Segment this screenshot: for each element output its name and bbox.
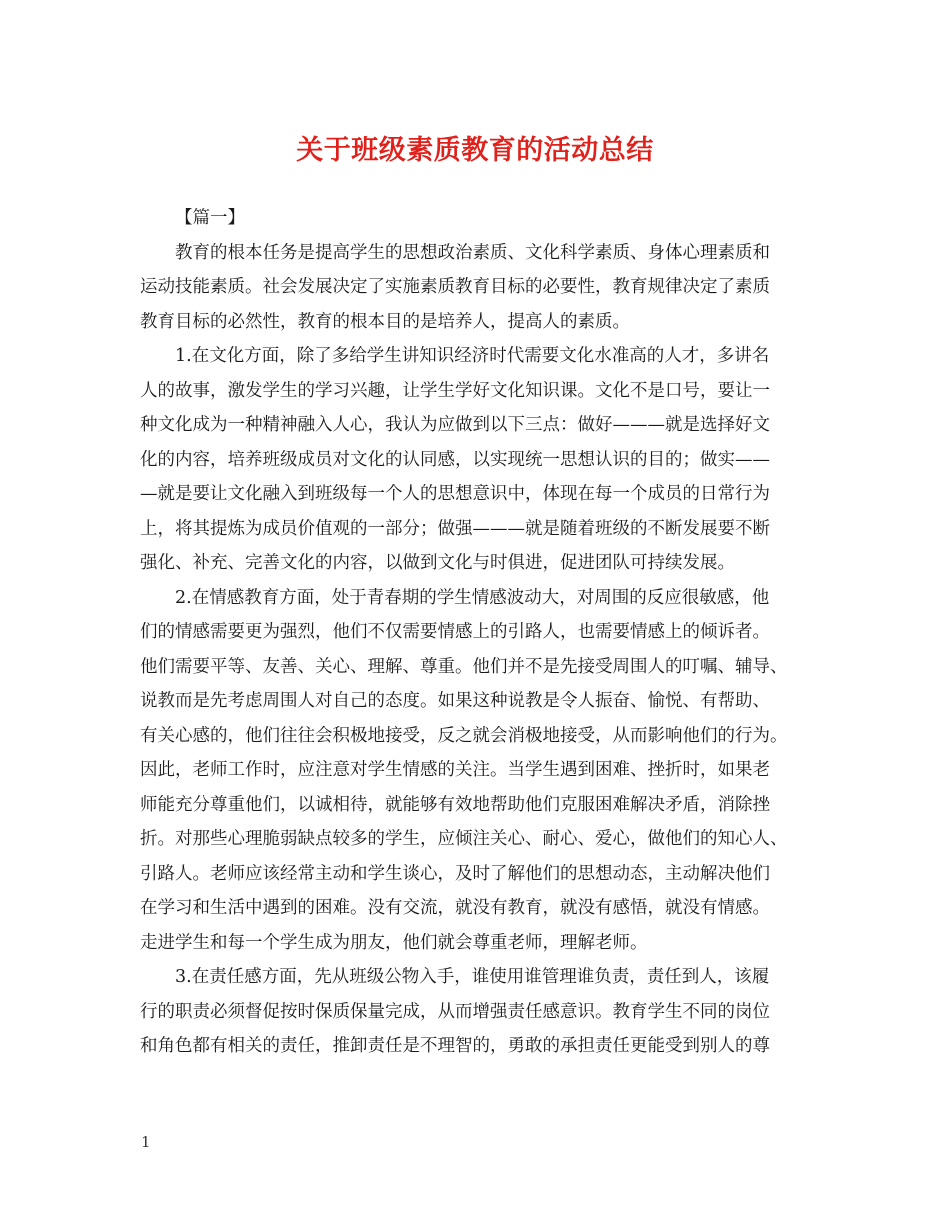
document-body (140, 201, 816, 1064)
paragraph-line: 教育目标的必然性，教育的根本目的是培养人，提高人的素质。 (140, 311, 630, 332)
paragraph-line: 因此，老师工作时，应注意对学生情感的关注。当学生遇到困难、挫折时，如果老 (140, 760, 770, 780)
paragraph-line: 1.在文化方面，除了多给学生讲知识经济时代需要文化水准高的人才，多讲名 (175, 346, 770, 366)
document-title: 关于班级素质教育的活动总结 (296, 135, 654, 166)
paragraph-line: 2.在情感教育方面，处于青春期的学生情感波动大，对周围的反应很敏感，他 (175, 587, 770, 608)
paragraph-line: 人的故事，激发学生的学习兴趣，让学生学好文化知识课。文化不是口号，要让一 (140, 380, 770, 401)
page-number: 1 (141, 1133, 151, 1151)
paragraph-line: 他们需要平等、友善、关心、理解、尊重。他们并不是先接受周围人的叮嘱、辅导、 (140, 656, 788, 677)
paragraph-line: 上，将其提炼为成员价值观的一部分；做强———就是随着班级的不断发展要不断 (140, 518, 770, 539)
paragraph-line: 有关心感的，他们往往会积极地接受，反之就会消极地接受，从而影响他们的行为。 (140, 725, 788, 746)
paragraph-line: 说教而是先考虑周围人对自己的态度。如果这种说教是令人振奋、愉悦、有帮助、 (140, 691, 770, 711)
paragraph-line: 行的职责必须督促按时保质保量完成，从而增强责任感意识。教育学生不同的岗位 (140, 1001, 770, 1022)
paragraph-line: 和角色都有相关的责任，推卸责任是不理智的，勇敢的承担责任更能受到别人的尊 (140, 1036, 770, 1056)
paragraph-line: —就是要让文化融入到班级每一个人的思想意识中，体现在每一个成员的日常行为 (140, 484, 770, 504)
paragraph-line: 化的内容，培养班级成员对文化的认同感，以实现统一思想认识的目的；做实—— (140, 449, 770, 470)
paragraph-line: 教育的根本任务是提高学生的思想政治素质、文化科学素质、身体心理素质和 (175, 242, 770, 263)
paragraph-line: 3.在责任感方面，先从班级公物入手，谁使用谁管理谁负责，责任到人，该履 (175, 967, 770, 987)
paragraph-line: 引路人。老师应该经常主动和学生谈心，及时了解他们的思想动态，主动解决他们 (140, 863, 770, 884)
paragraph-line: 在学习和生活中遇到的困难。没有交流，就没有教育，就没有感悟，就没有情感。 (140, 898, 770, 918)
paragraph-line: 师能充分尊重他们，以诚相待，就能够有效地帮助他们克服困难解决矛盾，消除挫 (140, 794, 770, 815)
paragraph-line: 走进学生和每一个学生成为朋友，他们就会尊重老师，理解老师。 (140, 932, 648, 953)
paragraph-line: 运动技能素质。社会发展决定了实施素质教育目标的必要性，教育规律决定了素质 (140, 277, 770, 297)
paragraph-line: 们的情感需要更为强烈，他们不仅需要情感上的引路人，也需要情感上的倾诉者。 (140, 622, 770, 642)
section-heading: 【篇一】 (175, 208, 245, 228)
paragraph-line: 强化、补充、完善文化的内容，以做到文化与时俱进，促进团队可持续发展。 (140, 553, 735, 573)
paragraph-line: 折。对那些心理脆弱缺点较多的学生，应倾注关心、耐心、爱心，做他们的知心人、 (140, 829, 788, 849)
paragraph-line: 种文化成为一种精神融入人心，我认为应做到以下三点：做好———就是选择好文 (140, 415, 770, 435)
